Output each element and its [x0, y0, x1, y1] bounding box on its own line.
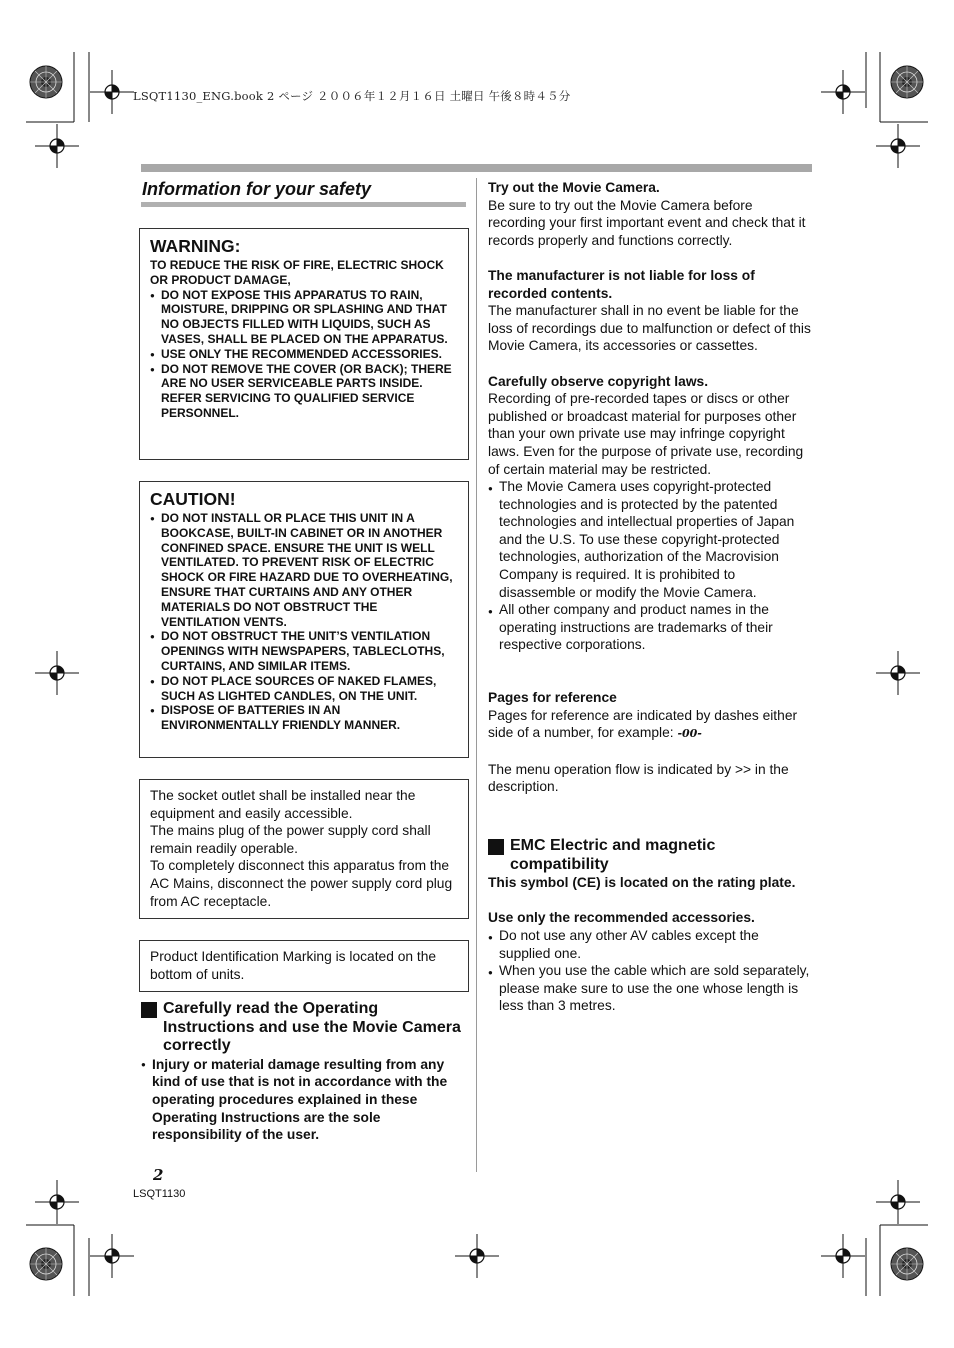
right-column: [488, 179, 812, 1015]
menu-flow-text: The menu operation flow is indicated by >> in the description.: [488, 761, 789, 795]
liability-body: The manufacturer shall in no event be liable for the loss of recordings due to malfunction or defect of this Movie Camera, its accessories or cassettes.: [488, 303, 811, 354]
caution-box: [139, 481, 469, 758]
pages-ref-body: [488, 707, 812, 743]
copyright-item: ● The Movie Camera uses copyright-protected technologies and is protected by the patented technologies and intellectual properties of Japan and the U.S. To use these copyright-protected technologies, authorization of the Macrovision Company is required. It is prohibited to disassemble or modify the Movie Camera.: [488, 478, 812, 601]
warning-item: ● DO NOT EXPOSE THIS APPARATUS TO RAIN, MOISTURE, DRIPPING OR SPLASHING AND THAT NO OBJECTS FILLED WITH LIQUIDS, SUCH AS VASES, SHALL BE PLACED ON THE APPARATUS.: [150, 288, 458, 347]
top-rule: [141, 164, 812, 172]
socket-notice-box: [139, 779, 469, 919]
socket-notice-p1: The socket outlet shall be installed near the equipment and easily accessible.: [150, 788, 416, 821]
square-bullet-icon: [488, 839, 504, 855]
copyright-item: ● All other company and product names in the operating instructions are trademarks of their respective corporations.: [488, 601, 812, 654]
copyright-title: Carefully observe copyright laws.: [488, 373, 709, 389]
document-code: LSQT1130: [133, 1188, 186, 1200]
square-bullet-icon: [141, 1002, 157, 1018]
caution-item: ● DO NOT INSTALL OR PLACE THIS UNIT IN A BOOKCASE, BUILT-IN CABINET OR IN ANOTHER CONFINED SPACE. ENSURE THE UNIT IS WELL VENTILATED. TO PREVENT RISK OF ELECTRIC SHOCK OR FIRE HAZARD DUE TO OVERHEATING, ENSURE THAT CURTAINS AND ANY OTHER MATERIALS DO NOT OBSTRUCT THE VENTILATION VENTS.: [150, 511, 458, 629]
warning-heading: WARNING:: [150, 236, 241, 256]
product-id-box: [139, 940, 469, 992]
emc-item: ● Do not use any other AV cables except the supplied one.: [488, 927, 812, 962]
file-header-line: LSQT1130_ENG.book 2 ページ ２００６年１２月１６日 土曜日 午後８時４５分: [133, 89, 571, 103]
socket-notice-p2: The mains plug of the power supply cord shall remain readily operable.: [150, 823, 431, 856]
pages-ref-title: Pages for reference: [488, 690, 617, 706]
read-instructions-section: [141, 1000, 466, 1144]
emc-accessories-title: Use only the recommended accessories.: [488, 910, 755, 926]
title-underline: [141, 202, 466, 207]
product-id-text: Product Identification Marking is located on the bottom of units.: [150, 949, 437, 982]
tryout-title: Try out the Movie Camera.: [488, 180, 660, 195]
caution-item: ● DO NOT PLACE SOURCES OF NAKED FLAMES, SUCH AS LIGHTED CANDLES, ON THE UNIT.: [150, 674, 458, 704]
caution-heading: CAUTION!: [150, 489, 236, 509]
emc-symbol-note: This symbol (CE) is located on the rating plate.: [488, 875, 796, 891]
warning-item: ● USE ONLY THE RECOMMENDED ACCESSORIES.: [150, 347, 458, 362]
pages-ref-text: Pages for reference are indicated by dashes either side of a number, for example:: [488, 707, 798, 741]
warning-intro: TO REDUCE THE RISK OF FIRE, ELECTRIC SHOCK OR PRODUCT DAMAGE,: [150, 258, 444, 287]
emc-item: ● When you use the cable which are sold separately, please make sure to use the one whose length is less than 3 metres.: [488, 962, 812, 1015]
caution-item: ● DISPOSE OF BATTERIES IN AN ENVIRONMENTALLY FRIENDLY MANNER.: [150, 703, 458, 733]
read-instructions-item: ● Injury or material damage resulting from any kind of use that is not in accordance with the operating procedures explained in these Operating Instructions are the sole responsibility of the user.: [141, 1056, 466, 1144]
page-number: 2: [153, 1166, 164, 1184]
socket-notice-p3: To completely disconnect this apparatus from the AC Mains, disconnect the power supply cord plug from AC receptacle.: [150, 858, 453, 909]
liability-title: The manufacturer is not liable for loss of recorded contents.: [488, 267, 755, 301]
column-divider: [476, 178, 477, 1172]
read-instructions-heading: Carefully read the Operating Instructions and use the Movie Camera correctly: [163, 1000, 461, 1055]
warning-item: ● DO NOT REMOVE THE COVER (OR BACK); THERE ARE NO USER SERVICEABLE PARTS INSIDE. REFER SERVICING TO QUALIFIED SERVICE PERSONNEL.: [150, 362, 458, 421]
warning-box: [139, 228, 469, 460]
caution-item: ● DO NOT OBSTRUCT THE UNIT’S VENTILATION OPENINGS WITH NEWSPAPERS, TABLECLOTHS, CURTAINS, AND SIMILAR ITEMS.: [150, 629, 458, 673]
emc-heading: EMC Electric and magnetic compatibility: [510, 836, 716, 873]
copyright-body: Recording of pre-recorded tapes or discs or other published or broadcast material for purposes other than your own private use may infringe copyright laws. Even for the purpose of private use, recording of certain material may be restricted.: [488, 391, 804, 477]
pages-ref-sample: -00-: [677, 727, 702, 741]
tryout-body: Be sure to try out the Movie Camera before recording your first important event and check that it records properly and functions correctly.: [488, 197, 806, 248]
page-title: Information for your safety: [142, 179, 372, 199]
